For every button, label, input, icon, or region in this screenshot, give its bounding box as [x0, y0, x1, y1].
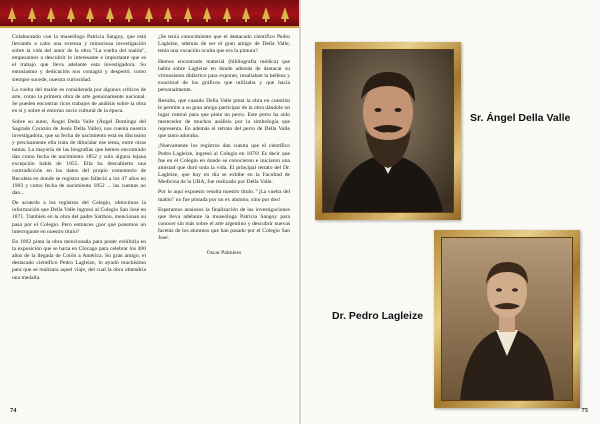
tree-ornament-icon	[8, 7, 16, 19]
paragraph: En 1892 pinta la obra mencionada para poder exhibirla en la exposición que se haría en Chicago para celebrar los 400 años de la llegada de Colón a América. Su gran amigo, el destacado científico Pedro Lagleize, lo ayudó muchísimo para que se realizara aquel viaje, del cual la obra obtendría una medalla.	[12, 239, 146, 281]
tree-ornament-icon	[86, 7, 94, 19]
right-page	[301, 0, 600, 424]
tree-ornament-icon	[47, 7, 55, 19]
portrait-lagleize	[441, 237, 573, 401]
paragraph: Por lo aquí expuesto resulta nuestro título. "¡La vuelta del malón" no fue pintada por un ex alumno, sino por dos!	[158, 189, 290, 203]
paragraph: ¿Se tenía conocimiento que el destacado científico Pedro Lagleize, además de ser el gran amigo de Della Valle, tenía una vocación oculta que era la pintura?	[158, 34, 290, 55]
decorative-banner	[0, 0, 299, 28]
paragraph: La vuelta del malón es considerada por algunos críticos de arte, como la primera obra de arte genuinamente nacional. Se pueden encontrar ricos trabajos de análisis sobre la obra en sí y sobre el entorno socio cultural de la época.	[12, 87, 146, 115]
paragraph: Colaborando con la museóloga Patricia Sangoy, que está llevando a cabo una extensa y minuciosa investigación sobre la vida del autor de la obra "La vuelta del malón", empezamos a descubrir lo interesante e importante que es el trabajo que lleva adelante esta investigadora. Su entusiasmo y dedicación nos contagió y despertó, como siempre sucede, nuestra curiosidad.	[12, 34, 146, 83]
tree-ornament-icon	[203, 7, 211, 19]
portrait-frame-della-valle	[315, 42, 461, 220]
tree-ornament-icon	[106, 7, 114, 19]
tree-ornament-icon	[67, 7, 75, 19]
page-number: 75	[581, 407, 588, 414]
paragraph: Resulta, que cuando Della Valle pinta la obra en cuestión le permite a su gran amigo participar de la obra dándole un lugar central para que pinte un perro. Este perro ha sido merecedor de muchos análisis por la simbología que representa. En además el retrato del perro de Della Valle que tanto adoraba.	[158, 97, 290, 139]
left-page	[0, 0, 299, 424]
tree-ornament-icon	[145, 7, 153, 19]
tree-ornament-icon	[242, 7, 250, 19]
tree-ornament-icon	[125, 7, 133, 19]
page-number: 74	[10, 407, 17, 414]
paragraph: Sobre su autor, Ángel Della Valle (Ángel Domingo del Sagrado Corazón de Jesús Della Valle), nos cuenta nuestra investigadora, que su fecha de nacimiento está en discusión y precisamente ella trata de dilucidar ese tema, entre otras tantas. La mayoría de las biografías que hemos encontrado dan como fecha de nacimiento 1852 y solo alguna lejana excepción habla de 1855. Ella ha descubierto una contradicción en los datos del propio cementerio de Recoleta en donde se registra que falleció a los 47 años en 1903 y como fecha de nacimiento 1852 ... las cuentas no dan...	[12, 118, 146, 196]
paragraph: Hemos encontrado material (bibliografía médica) que habla sobre Lagleize en donde además de destacar su virtuosismo didáctico para exponer, resaltaban la belleza y exactitud de los gráficos que utilizaba y que hacía personalmente.	[158, 58, 290, 94]
tree-ornament-icon	[223, 7, 231, 19]
paragraph: ¡Nuevamente los registros dan cuenta que el científico Pedro Lagleize, ingresó al Colegio en 1870! Es decir que fue en el Colegio en donde se conocieron e iniciaron una amistad que duró toda la vida. El principal retrato del Dr. Lagleize, que hoy en día se exhibe en la Facultad de Medicina de la UBA, fue realizado por Della Valle.	[158, 143, 290, 185]
portrait-caption-lagleize: Dr. Pedro Lagleize	[332, 310, 424, 322]
portrait-della-valle	[322, 49, 454, 213]
text-column-b	[158, 34, 290, 261]
tree-ornament-icon	[281, 7, 289, 19]
author-signature: Oscar Palmiero	[206, 250, 242, 257]
tree-ornament-icon	[184, 7, 192, 19]
portrait-caption-della-valle: Sr. Ángel Della Valle	[470, 112, 571, 124]
tree-ornament-icon	[262, 7, 270, 19]
portrait-frame-lagleize	[434, 230, 580, 408]
tree-ornament-icon	[164, 7, 172, 19]
text-column-a	[12, 34, 146, 285]
paragraph: Esperamos ansiosos la finalización de las investigaciones que lleva adelante la museóloga Patricia Sangoy para conocer sin más sobre el arte argentino y descubrir nuevas facetas de los alumnos que han pasado por el Colegio San José.	[158, 207, 290, 242]
paragraph: De acuerdo a los registros del Colegio, obtuvimos la información que Della Valle ingresó al Colegio San José en 1871. También en la obra del padre Sarthou, mencionan su paso por el Colegio. Pero entonces ¿por qué ponemos un interrogante en nuestro título?	[12, 200, 146, 235]
tree-ornament-icon	[28, 7, 36, 19]
